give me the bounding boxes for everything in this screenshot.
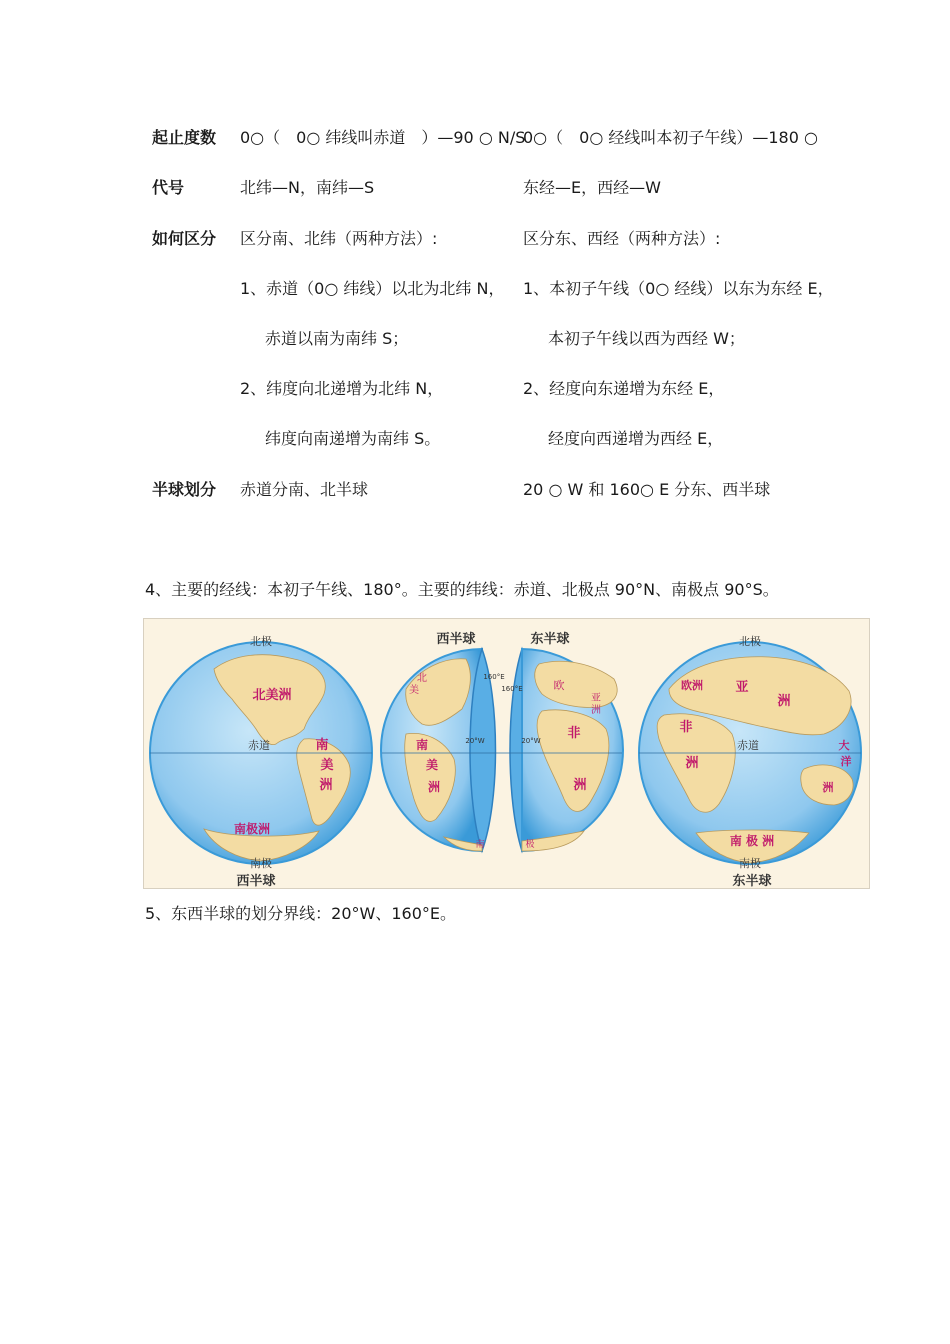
right-africa-label-2: 洲 xyxy=(685,756,699,771)
lon-distinguish: 区分东、西经（两种方法）: xyxy=(523,229,721,248)
oceania-label-2: 洋 xyxy=(840,755,852,768)
right-africa-label-1: 非 xyxy=(679,720,693,735)
right-asia-label-1: 亚 xyxy=(735,680,749,695)
lon-code: 东经—E，西经—W xyxy=(523,178,661,197)
middle-sa-label-2: 美 xyxy=(425,758,439,772)
lon-range: 0○（ 0○ 经线叫本初子午线）—180 ○ xyxy=(523,128,818,147)
lon-20w-label-b: 20°W xyxy=(521,737,541,745)
lon-method-1: 1、本初子午线（0○ 经线）以东为东经 E， xyxy=(523,279,834,298)
right-south-pole-label: 南极 xyxy=(739,857,761,870)
left-south-pole-label: 南极 xyxy=(250,857,272,870)
right-globe xyxy=(639,634,861,888)
lat-method-2b: 纬度向南递增为南纬 S。 xyxy=(265,429,441,448)
middle-na-label-1: 北 xyxy=(417,673,427,684)
lon-method-1b: 本初子午线以西为西经 W； xyxy=(548,329,745,348)
middle-asia-label-1: 亚 xyxy=(591,693,601,704)
middle-africa-label-1: 非 xyxy=(567,726,581,741)
middle-ant-east-label: 极 xyxy=(525,840,535,850)
oceania-label-3: 洲 xyxy=(822,781,834,794)
antarctica-label-left: 南极洲 xyxy=(233,822,271,836)
hemisphere-diagram xyxy=(144,619,869,888)
south-america-label-2: 美 xyxy=(320,758,334,773)
middle-sa-label-3: 洲 xyxy=(427,780,441,794)
middle-asia-label-2: 洲 xyxy=(591,705,601,716)
north-america-label: 北美洲 xyxy=(252,688,292,703)
lat-distinguish: 区分南、北纬（两种方法）: xyxy=(240,229,438,248)
hemisphere-figure xyxy=(143,618,870,889)
right-equator-label: 赤道 xyxy=(737,739,759,752)
lon-method-2: 2、经度向东递增为东经 E， xyxy=(523,379,725,398)
right-europe-label: 欧洲 xyxy=(681,679,703,692)
south-america-label-1: 南 xyxy=(315,738,329,753)
south-america-label-3: 洲 xyxy=(319,778,333,793)
left-equator-label: 赤道 xyxy=(248,739,270,752)
lon-160e-label-a: 160°E xyxy=(483,673,505,681)
middle-west-title: 西半球 xyxy=(436,632,476,647)
lon-hemisphere: 20 ○ W 和 160○ E 分东、西半球 xyxy=(523,480,771,499)
lon-method-2b: 经度向西递增为西经 E， xyxy=(548,429,724,448)
lat-method-2: 2、纬度向北递增为北纬 N， xyxy=(240,379,444,398)
left-north-pole-label: 北极 xyxy=(250,635,272,648)
lon-20w-label-a: 20°W xyxy=(465,737,485,745)
middle-europe-label: 欧 xyxy=(553,679,565,692)
oceania-label-1: 大 xyxy=(838,739,850,752)
left-caption: 西半球 xyxy=(236,874,276,888)
paragraph-5: 5、东西半球的划分界线：20°W、160°E。 xyxy=(145,904,457,923)
lat-range: 0○（ 0○ 纬线叫赤道 ）—90 ○ N/S xyxy=(240,128,526,147)
middle-ant-west-label: 南 xyxy=(475,840,485,850)
lat-method-1: 1、赤道（0○ 纬线）以北为北纬 N， xyxy=(240,279,505,298)
row-label-hemisphere: 半球划分 xyxy=(152,480,217,499)
middle-na-label-2: 美 xyxy=(409,685,419,696)
antarctica-label-right: 南 极 洲 xyxy=(729,834,775,848)
right-north-pole-label: 北极 xyxy=(739,635,761,648)
row-label-distinguish: 如何区分 xyxy=(152,229,217,248)
lat-code: 北纬—N，南纬—S xyxy=(240,178,375,197)
row-label-range: 起止度数 xyxy=(152,128,217,147)
lat-hemisphere: 赤道分南、北半球 xyxy=(240,480,369,499)
middle-east-title: 东半球 xyxy=(530,632,570,647)
middle-split-globe xyxy=(381,631,623,851)
paragraph-4: 4、主要的经线：本初子午线、180°。主要的纬线：赤道、北极点 90°N、南极点 90°S。 xyxy=(145,580,779,599)
lat-method-1b: 赤道以南为南纬 S； xyxy=(265,329,409,348)
lon-160e-label-b: 160°E xyxy=(501,685,523,693)
right-asia-label-2: 洲 xyxy=(777,694,791,709)
row-label-code: 代号 xyxy=(152,178,185,197)
left-globe xyxy=(150,634,372,888)
right-caption: 东半球 xyxy=(732,874,772,888)
middle-sa-label-1: 南 xyxy=(415,738,429,752)
middle-africa-label-2: 洲 xyxy=(573,778,587,793)
